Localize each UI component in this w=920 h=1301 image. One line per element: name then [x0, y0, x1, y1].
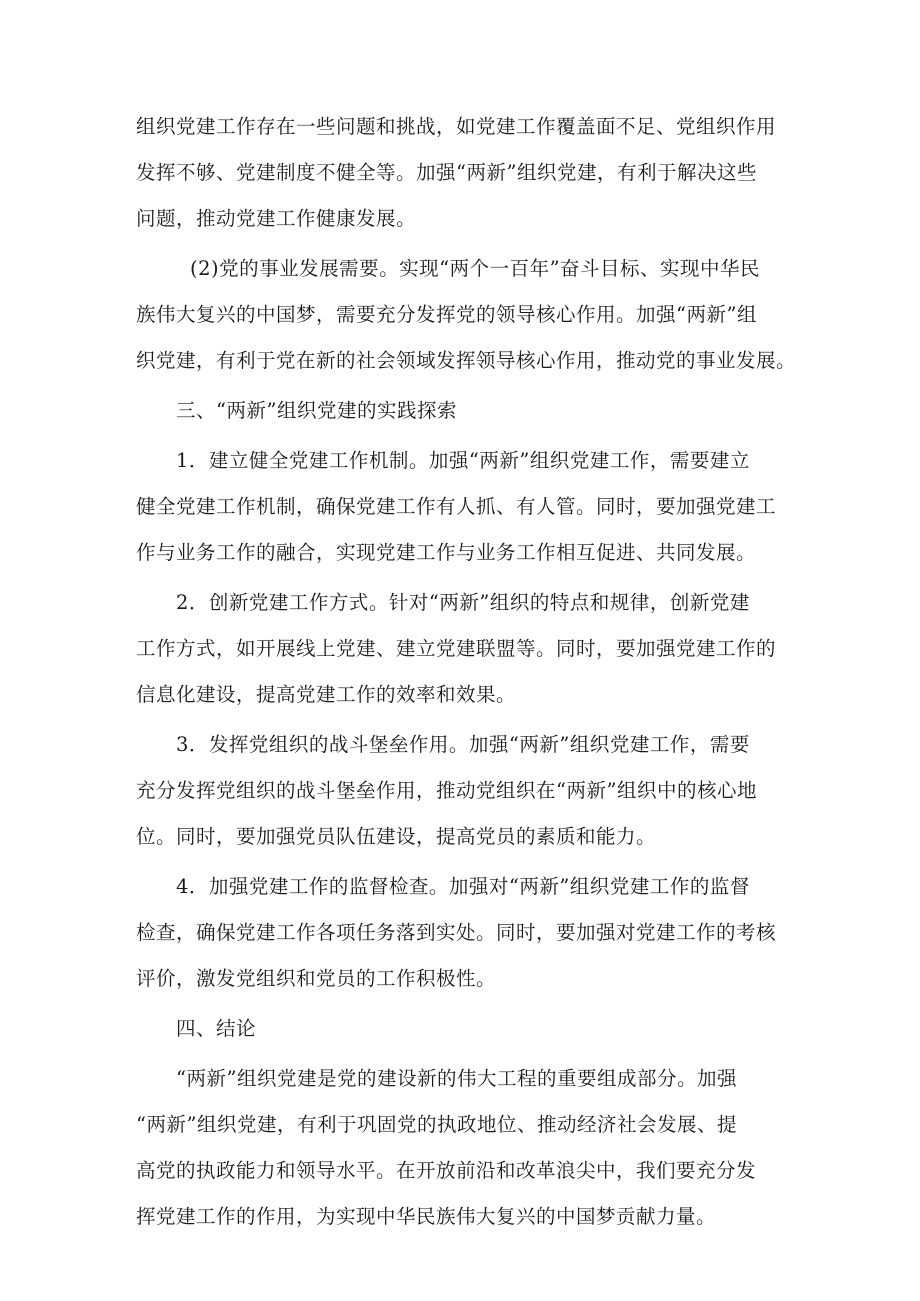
paragraph-line: 4．加强党建工作的监督检查。加强对“两新”组织党建工作的监督 [176, 875, 750, 898]
paragraph-line: 发挥不够、党建制度不健全等。加强“两新”组织党建，有利于解决这些 [136, 161, 757, 184]
paragraph-line: 检查，确保党建工作各项任务落到实处。同时，要加强对党建工作的考核 [136, 921, 777, 944]
paragraph-line: 织党建，有利于党在新的社会领域发挥领导核心作用，推动党的事业发展。 [136, 349, 797, 372]
paragraph-line: 位。同时，要加强党员队伍建设，提高党员的素质和能力。 [136, 825, 657, 848]
paragraph-line: 评价，激发党组织和党员的工作积极性。 [136, 967, 497, 990]
paragraph-line: 健全党建工作机制，确保党建工作有人抓、有人管。同时，要加强党建工 [136, 495, 777, 518]
section-heading: 三、“两新”组织党建的实践探索 [176, 399, 457, 422]
section-heading: 四、结论 [176, 1017, 257, 1040]
paragraph-line: 充分发挥党组织的战斗堡垒作用，推动党组织在“两新”组织中的核心地 [136, 779, 757, 802]
paragraph-line: 挥党建工作的作用，为实现中华民族伟大复兴的中国梦贡献力量。 [136, 1205, 717, 1228]
paragraph-line: 问题，推动党建工作健康发展。 [136, 207, 417, 230]
paragraph-line: (2)党的事业发展需要。实现“两个一百年”奋斗目标、实现中华民 [190, 257, 761, 280]
paragraph-line: 高党的执政能力和领导水平。在开放前沿和改革浪尖中，我们要充分发 [136, 1159, 757, 1182]
paragraph-line: 组织党建工作存在一些问题和挑战，如党建工作覆盖面不足、党组织作用 [136, 115, 777, 138]
paragraph-line: 2．创新党建工作方式。针对“两新”组织的特点和规律，创新党建 [176, 591, 750, 614]
paragraph-line: “两新”组织党建是党的建设新的伟大工程的重要组成部分。加强 [176, 1067, 737, 1090]
paragraph-line: 1．建立健全党建工作机制。加强“两新”组织党建工作，需要建立 [176, 449, 750, 472]
paragraph-line: 3．发挥党组织的战斗堡垒作用。加强“两新”组织党建工作，需要 [176, 733, 750, 756]
paragraph-line: 族伟大复兴的中国梦，需要充分发挥党的领导核心作用。加强“两新”组 [136, 303, 757, 326]
paragraph-line: 信息化建设，提高党建工作的效率和效果。 [136, 683, 517, 706]
paragraph-line: 工作方式，如开展线上党建、建立党建联盟等。同时，要加强党建工作的 [136, 637, 777, 660]
paragraph-line: “两新”组织党建，有利于巩固党的执政地位、推动经济社会发展、提 [136, 1113, 737, 1136]
paragraph-line: 作与业务工作的融合，实现党建工作与业务工作相互促进、共同发展。 [136, 541, 757, 564]
